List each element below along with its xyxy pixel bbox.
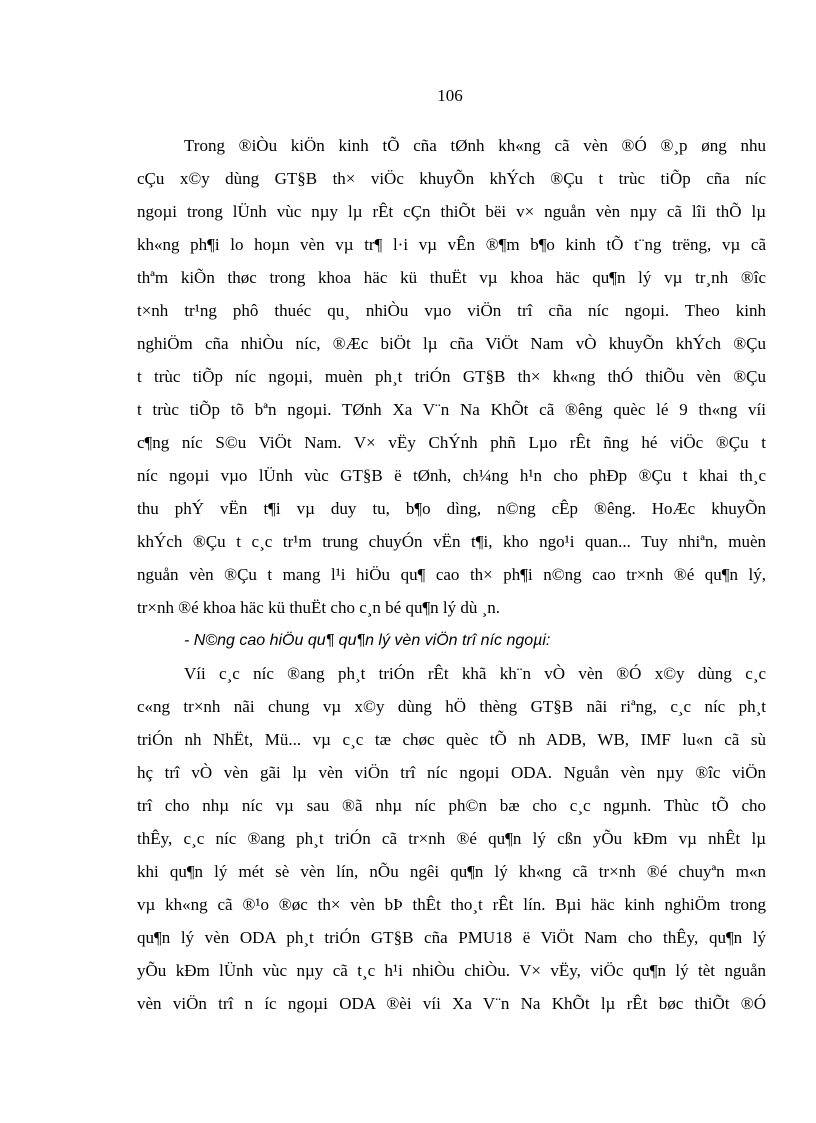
paragraph-1-line: Trong ®iÒu kiÖn kinh tÕ cña tØnh kh«ng cã vèn ®Ó ®¸p øng nhu [184,136,766,155]
page-number: 106 [437,86,463,105]
paragraph-1-line: thªm kiÕn thøc trong khoa häc kü thuËt vµ khoa häc qu¶n lý vµ tr¸nh ®îc [137,268,766,287]
paragraph-1-line: c¶ng níc S©u ViÖt Nam. V× vËy ChÝnh phñ Lµo rÊt ñng hé viÖc ®Çu t [137,433,766,452]
paragraph-2-line: khi qu¶n lý mét sè vèn lín, nÕu ngêi qu¶n lý kh«ng cã tr×nh ®é chuyªn m«n [137,862,766,881]
paragraph-1-line: t trùc tiÕp tõ bªn ngoµi. TØnh Xa V¨n Na KhÕt cã ®êng quèc lé 9 th«ng víi [137,400,766,419]
paragraph-2-line: thÊy, c¸c níc ®ang ph¸t triÓn cã tr×nh ®é qu¶n lý cßn yÕu kÐm vµ nhÊt lµ [137,829,766,848]
paragraph-1-line: thu phÝ vËn t¶i vµ duy tu, b¶o dìng, n©ng cÊp ®êng. HoÆc khuyÕn [137,499,766,518]
paragraph-1-line: níc ngoµi vµo lÜnh vùc GT§B ë tØnh, ch¼ng h¹n cho phÐp ®Çu t khai th¸c [137,466,766,485]
paragraph-1-line: ngoµi trong lÜnh vùc nµy lµ rÊt cÇn thiÕt bëi v× nguån vèn nµy cã lîi thÕ lµ [137,202,766,221]
paragraph-2-line: vµ kh«ng cã ®¹o ®øc th× vèn bÞ thÊt tho¸t rÊt lín. Bµi häc kinh nghiÖm trong [137,895,766,914]
paragraph-1-line: nguån vèn ®Çu t mang l¹i hiÖu qu¶ cao th× ph¶i n©ng cao tr×nh ®é qu¶n lý, [137,565,766,584]
paragraph-2-line: qu¶n lý vèn ODA ph¸t triÓn GT§B cña PMU18 ë ViÖt Nam cho thÊy, qu¶n lý [137,928,766,947]
paragraph-2-line: triÓn nh NhËt, Mü... vµ c¸c tæ chøc quèc tÕ nh ADB, WB, IMF lu«n cã sù [137,730,766,749]
paragraph-1-line: kh«ng ph¶i lo hoµn vèn vµ tr¶ l·i vµ vÊn ®¶m b¶o kinh tÕ t¨ng trëng, vµ cã [137,235,766,254]
paragraph-2-line: yÕu kÐm lÜnh vùc nµy cã t¸c h¹i nhiÒu chiÒu. V× vËy, viÖc qu¶n lý tèt nguån [137,961,766,980]
paragraph-1-line: cÇu x©y dùng GT§B th× viÖc khuyÕn khÝch ®Çu t trùc tiÕp cña níc [137,169,766,188]
section-subheading: - N©ng cao hiÖu qu¶ qu¶n lý vèn viÖn trî níc ngoµi: [184,632,551,649]
paragraph-2-line: Víi c¸c níc ®ang ph¸t triÓn rÊt khã kh¨n vÒ vèn ®Ó x©y dùng c¸c [184,664,766,683]
paragraph-2-line: hç trî vÒ vèn gãi lµ vèn viÖn trî níc ngoµi ODA. Nguån vèn nµy ®îc viÖn [137,763,766,782]
paragraph-1-line: t trùc tiÕp níc ngoµi, muèn ph¸t triÓn GT§B th× kh«ng thÓ thiÕu vèn ®Çu [137,367,766,386]
paragraph-1-line: t×nh tr¹ng phô thuéc qu¸ nhiÒu vµo viÖn trî cña níc ngoµi. Theo kinh [137,301,766,320]
paragraph-2-line: vèn viÖn trî n íc ngoµi ODA ®èi víi Xa V¨n Na KhÕt lµ rÊt bøc thiÕt ®Ó [137,994,766,1013]
paragraph-2-line: c«ng tr×nh nãi chung vµ x©y dùng hÖ thèng GT§B nãi riªng, c¸c níc ph¸t [137,697,766,716]
paragraph-1-line: nghiÖm cña nhiÒu níc, ®Æc biÖt lµ cña ViÖt Nam vÒ khuyÕn khÝch ®Çu [137,334,766,353]
paragraph-1-line: khÝch ®Çu t c¸c tr¹m trung chuyÓn vËn t¶i, kho ngo¹i quan... Tuy nhiªn, muèn [137,532,766,551]
paragraph-2-line: trî cho nhµ níc vµ sau ®ã nhµ níc ph©n bæ cho c¸c ngµnh. Thùc tÕ cho [137,796,766,815]
body-text [137,129,766,1020]
paragraph-1-line: tr×nh ®é khoa häc kü thuËt cho c¸n bé qu¶n lý dù ¸n. [137,598,501,617]
